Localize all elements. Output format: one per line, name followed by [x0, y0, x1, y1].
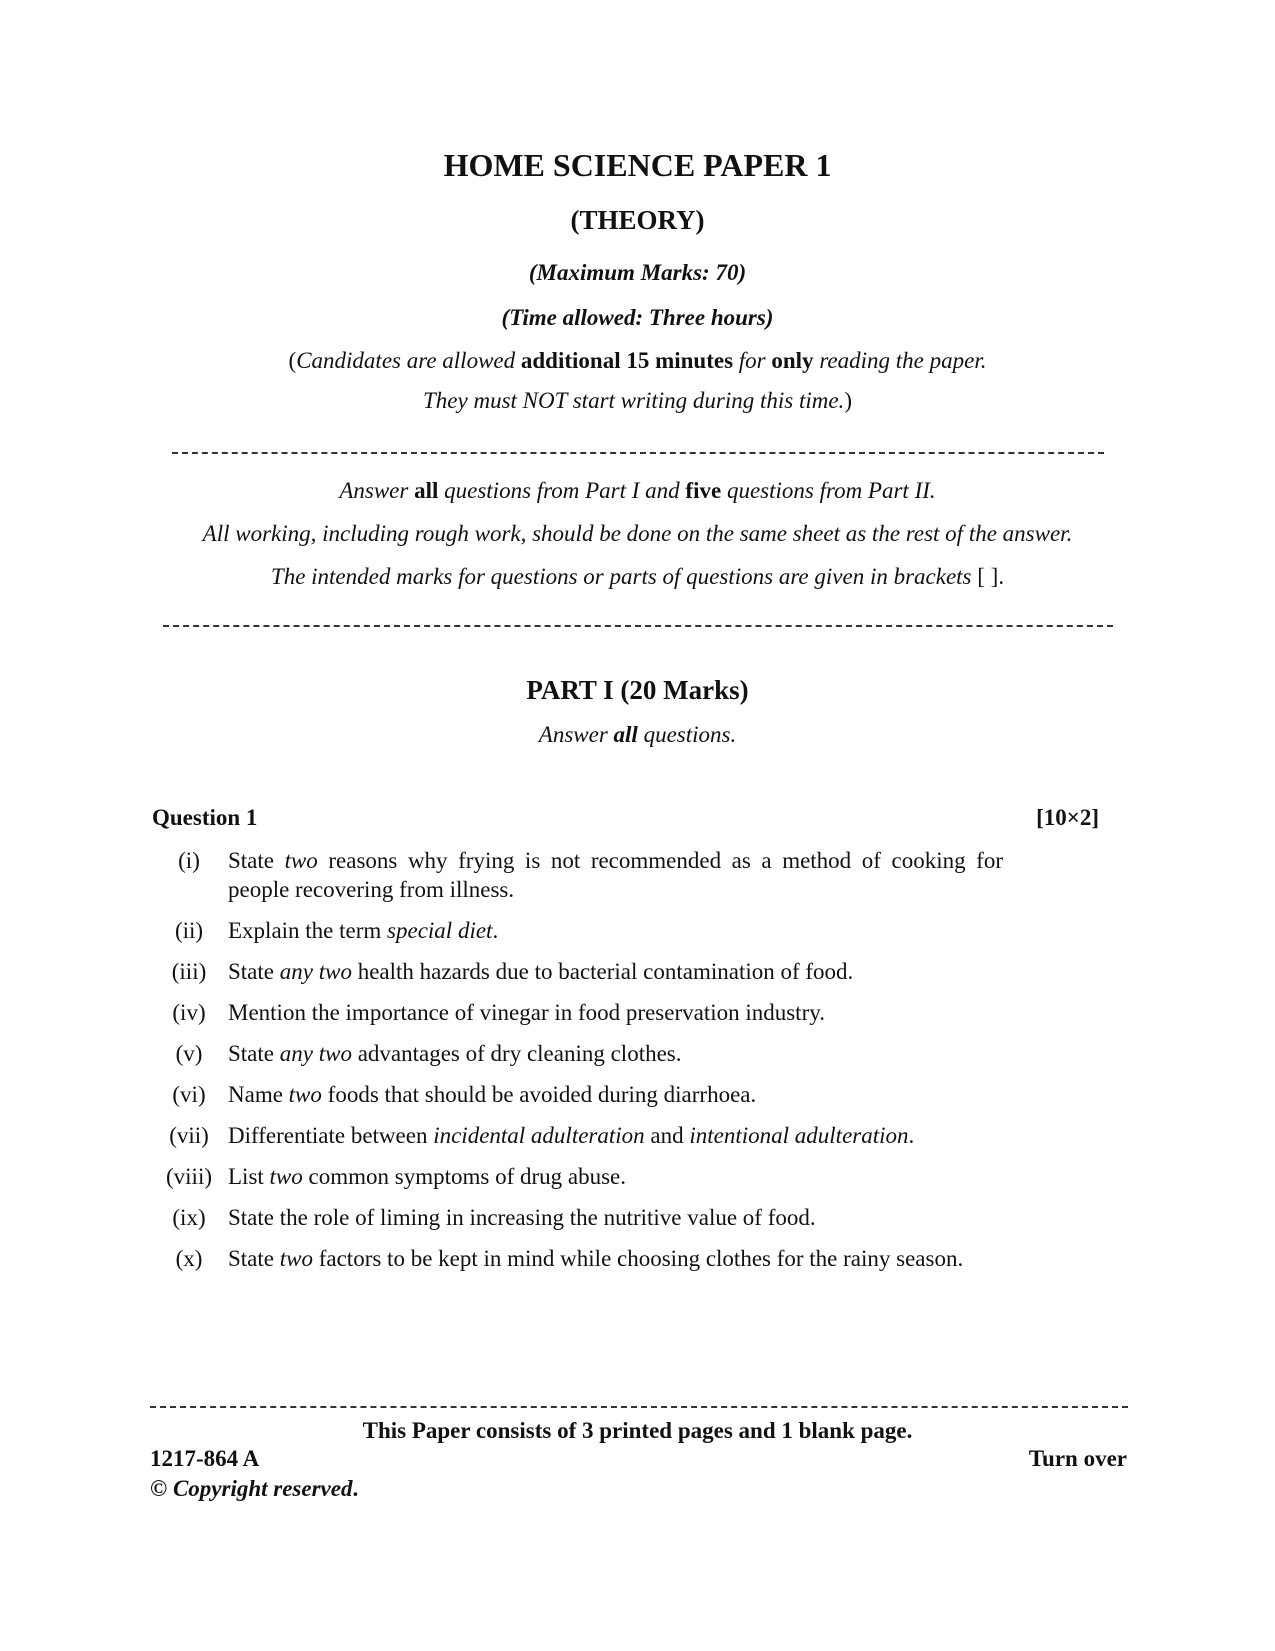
- dashed-divider-middle: [163, 625, 1113, 627]
- question-item: [150, 998, 1010, 1027]
- instr1-bold-2: five: [685, 478, 722, 503]
- copyright: [150, 1476, 358, 1502]
- copyright-text: Copyright reserved: [172, 1476, 353, 1501]
- q-part: health hazards due to bacterial contamination of food.: [351, 959, 854, 984]
- q-emph: any two: [279, 1041, 352, 1066]
- instr1-text-3: questions from Part II.: [721, 478, 936, 503]
- q-part: Explain the term: [228, 918, 388, 943]
- q-part: State: [228, 1246, 280, 1271]
- q-emph: two: [284, 848, 318, 873]
- question-item: [150, 1121, 1010, 1150]
- question-number: (iii): [171, 959, 207, 984]
- question-text: [228, 1244, 1003, 1273]
- question-item: [150, 916, 1010, 945]
- q-part: .: [908, 1123, 915, 1148]
- question-item: [150, 1039, 1010, 1068]
- dashed-divider-footer: [150, 1406, 1128, 1408]
- dashed-divider-top: [172, 452, 1104, 454]
- instruction-line2: All working, including rough work, should be done on the same sheet as the rest of the answer.: [202, 521, 1073, 546]
- question-number: (viii): [166, 1164, 212, 1189]
- paper-code: 1217-864 A: [150, 1446, 260, 1471]
- question-text: [228, 916, 1003, 945]
- q-emph: two: [279, 1246, 313, 1271]
- q-part: Mention the importance of vinegar in food preservation industry.: [228, 1000, 825, 1025]
- turn-over: Turn over: [1028, 1446, 1127, 1471]
- question-item: [150, 1244, 1010, 1273]
- q-emph: incidental adulteration: [433, 1123, 645, 1148]
- question-text: [228, 1080, 1003, 1109]
- part1-instruction: [0, 722, 1275, 748]
- close-paren: ): [844, 388, 852, 413]
- note-text-1: Candidates are allowed: [296, 348, 521, 373]
- question1-heading: Question 1: [152, 805, 258, 830]
- question-number: (ii): [174, 918, 204, 943]
- q-part: foods that should be avoided during diarrhoea.: [321, 1082, 757, 1107]
- part1-title: PART I (20 Marks): [526, 675, 749, 705]
- question-item: [150, 1203, 1010, 1232]
- instr1-text-2: questions from Part I and: [438, 478, 686, 503]
- q-part: State the role of liming in increasing the nutritive value of food.: [228, 1205, 816, 1230]
- q-part: Name: [228, 1082, 289, 1107]
- instr3-text: The intended marks for questions or parts of questions are given in brackets: [270, 564, 978, 589]
- question-number: (ix): [172, 1205, 206, 1230]
- q-part: advantages of dry cleaning clothes.: [351, 1041, 682, 1066]
- question-item: [150, 1080, 1010, 1109]
- q-part: State: [228, 959, 280, 984]
- question-text: [228, 957, 1003, 986]
- candidates-note-line1: [0, 348, 1275, 374]
- q-part: State: [228, 848, 285, 873]
- note-bold-2: only: [771, 348, 814, 373]
- instr1-bold-1: all: [414, 478, 439, 503]
- question-number: (iv): [172, 1000, 206, 1025]
- q-emph: any two: [279, 959, 352, 984]
- q-part: common symptoms of drug abuse.: [302, 1164, 627, 1189]
- maximum-marks: (Maximum Marks: 70): [528, 260, 747, 285]
- question-number: (vii): [169, 1123, 209, 1148]
- part1-sub-text-1: Answer: [538, 722, 614, 747]
- question-text: [228, 1203, 1003, 1232]
- question-number: (x): [175, 1246, 203, 1271]
- part1-sub-text-2: questions.: [637, 722, 737, 747]
- instr1-text-1: Answer: [339, 478, 415, 503]
- open-paren: (: [288, 348, 297, 373]
- q-part: reasons why frying is not recommended as a method of cooking for people recovering from illness.: [228, 848, 1003, 902]
- copyright-symbol: ©: [150, 1476, 173, 1501]
- instruction-line1: [0, 478, 1275, 504]
- paper-subtitle: (THEORY): [570, 205, 705, 235]
- q-part: List: [228, 1164, 270, 1189]
- q-part: Differentiate between: [228, 1123, 434, 1148]
- q-emph: special diet: [387, 918, 493, 943]
- instruction-line3: [0, 564, 1275, 590]
- part1-sub-bold: all: [613, 722, 638, 747]
- q-part: factors to be kept in mind while choosing clothes for the rainy season.: [312, 1246, 964, 1271]
- question1-marks: [10×2]: [1036, 805, 1099, 830]
- note-text-3: reading the paper.: [813, 348, 987, 373]
- question-item: [150, 846, 1010, 904]
- q-emph: two: [269, 1164, 303, 1189]
- q-part: .: [492, 918, 499, 943]
- question-text: [228, 1039, 1003, 1068]
- q-emph: two: [288, 1082, 322, 1107]
- question-text: [228, 846, 1003, 904]
- note-text-2: for: [733, 348, 772, 373]
- question-number: (i): [178, 848, 200, 873]
- question-text: [228, 1162, 1003, 1191]
- note-bold-1: additional 15 minutes: [520, 348, 734, 373]
- q-part: and: [644, 1123, 690, 1148]
- copyright-dot: .: [352, 1476, 359, 1501]
- paper-title: HOME SCIENCE PAPER 1: [443, 147, 832, 183]
- question-item: [150, 957, 1010, 986]
- pages-note: This Paper consists of 3 printed pages and 1 blank page.: [362, 1418, 913, 1443]
- question-item: [150, 1162, 1010, 1191]
- question-number: (v): [175, 1041, 203, 1066]
- question-text: [228, 998, 1003, 1027]
- question1-list: [150, 846, 1010, 1285]
- q-emph: intentional adulteration: [689, 1123, 909, 1148]
- question-text: [228, 1121, 1003, 1150]
- note-line2-text: They must NOT start writing during this time.: [423, 388, 845, 413]
- instr3-brackets: [ ].: [977, 564, 1005, 589]
- q-part: State: [228, 1041, 280, 1066]
- candidates-note-line2: [0, 388, 1275, 414]
- time-allowed: (Time allowed: Three hours): [501, 305, 774, 330]
- question-number: (vi): [172, 1082, 206, 1107]
